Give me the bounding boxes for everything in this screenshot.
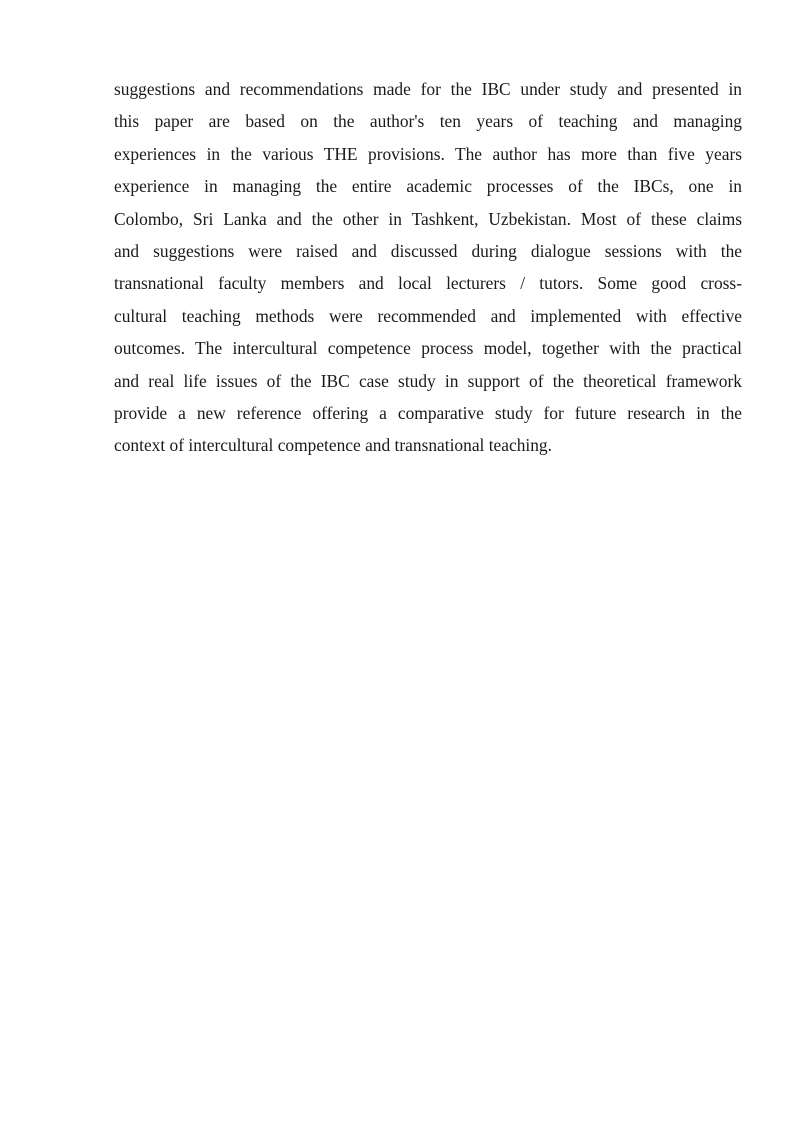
paragraph-line: experiences in the various THE provisions. The author has more than five years [114,143,742,164]
paragraph-line: transnational faculty members and local lecturers / tutors. Some good cross- [114,273,742,294]
paragraph-line: outcomes. The intercultural competence process model, together with the practical [114,338,742,359]
paragraph-line: provide a new reference offering a comparative study for future research in the [114,402,742,423]
paragraph-line: Colombo, Sri Lanka and the other in Tashkent, Uzbekistan. Most of these claims [114,208,742,229]
paragraph-line: suggestions and recommendations made for the IBC under study and presented in [114,79,742,99]
paragraph-line: experience in managing the entire academic processes of the IBCs, one in [114,176,742,197]
paragraph-line: context of intercultural competence and transnational teaching. [114,435,552,456]
paragraph-line: this paper are based on the author's ten years of teaching and managing [114,111,742,132]
body-paragraph [114,73,742,462]
paragraph-line: cultural teaching methods were recommended and implemented with effective [114,305,742,326]
paragraph-line: and real life issues of the IBC case study in support of the theoretical framework [114,370,742,391]
paragraph-line: and suggestions were raised and discussed during dialogue sessions with the [114,240,742,261]
